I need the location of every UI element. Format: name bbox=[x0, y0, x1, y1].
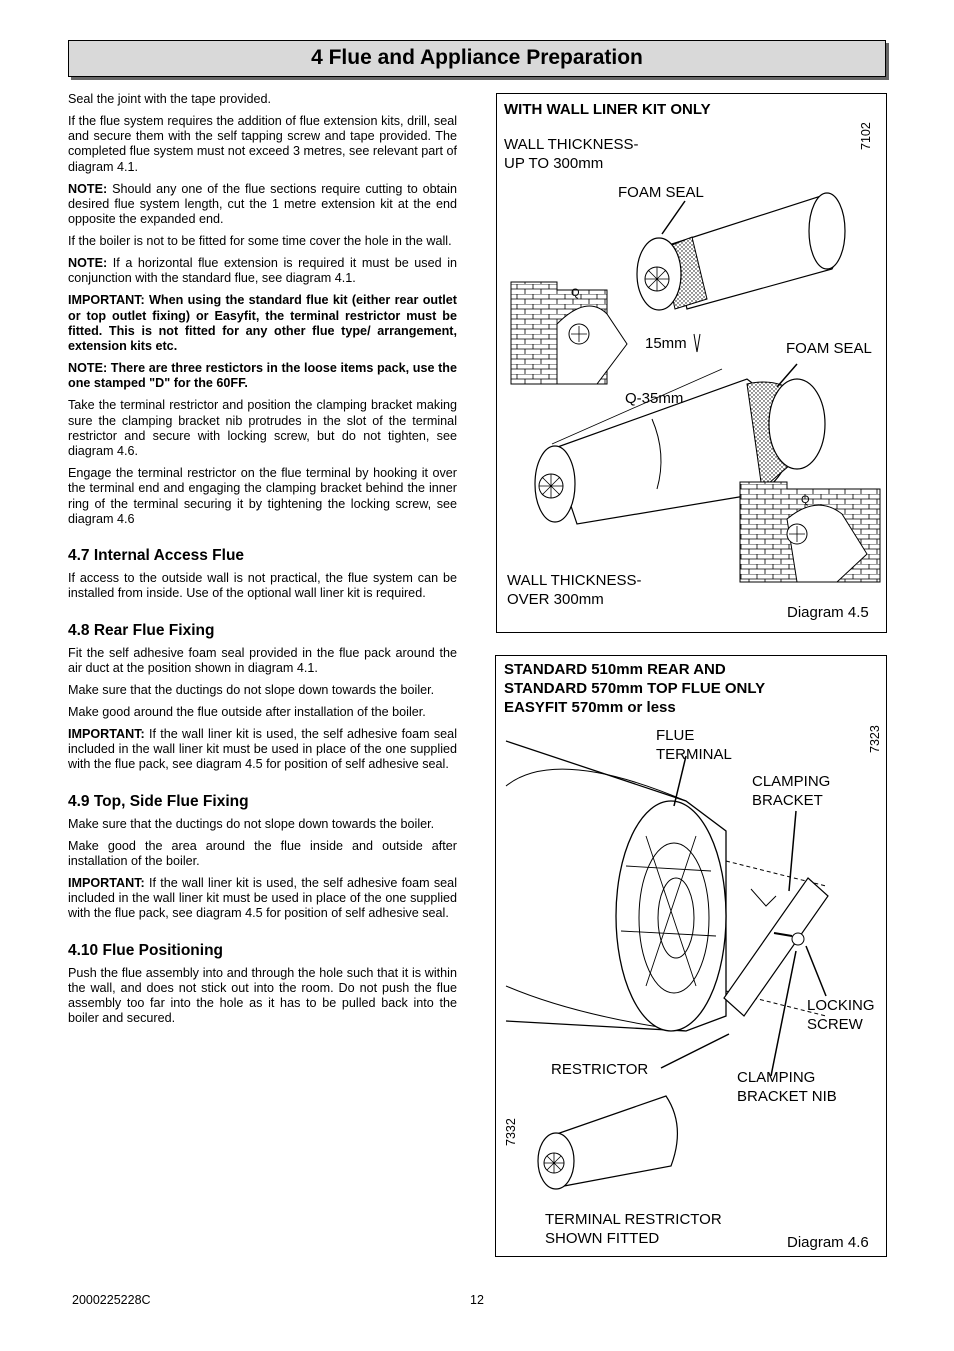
note-text: If a horizontal flue extension is required it must be used in conjunction with the standard flue, see diagram 4.1. bbox=[68, 256, 457, 286]
flue-terminal-label: FLUE bbox=[656, 727, 695, 744]
note-label: NOTE: bbox=[68, 181, 108, 196]
paragraph: Make good around the flue outside after installation of the boiler. bbox=[68, 704, 426, 719]
note-paragraph bbox=[68, 182, 457, 228]
section-heading-4-8: 4.8 Rear Flue Fixing bbox=[68, 621, 215, 639]
terminal-restrictor-label: SHOWN FITTED bbox=[545, 1230, 660, 1247]
paragraph: Make sure that the ductings do not slope down towards the boiler. bbox=[68, 816, 435, 831]
diagram-4-5 bbox=[496, 93, 887, 633]
terminal-restrictor-label: TERMINAL RESTRICTOR bbox=[545, 1211, 722, 1228]
dimension-q-35mm: Q-35mm bbox=[625, 390, 684, 407]
important-paragraph: IMPORTANT: When using the standard flue kit (either rear outlet or top outlet fixing) or Easyfit, the terminal restrictor must be fitted. This is not fitted for any other flue type/ arrangement, extension kits etc. bbox=[68, 293, 457, 354]
dimension-15mm: 15mm bbox=[645, 335, 687, 352]
important-text: If the wall liner kit is used, the self adhesive foam seal included in the wall liner kit must be used in place of the one supplied with the flue pack, see diagram 4.5 for position of self adhesive seal. bbox=[68, 726, 457, 772]
diagram-title-line-2: STANDARD 570mm TOP FLUE ONLY bbox=[504, 680, 766, 697]
diagram-title-line-3: EASYFIT 570mm or less bbox=[504, 699, 676, 716]
section-heading-4-9: 4.9 Top, Side Flue Fixing bbox=[68, 792, 249, 810]
reference-number: 7323 bbox=[868, 725, 882, 753]
important-label: IMPORTANT: bbox=[68, 726, 145, 741]
clamping-bracket-nib-label: BRACKET NIB bbox=[737, 1088, 837, 1105]
wall-thickness-label: WALL THICKNESS- bbox=[504, 136, 639, 153]
wall-thickness-value: OVER 300mm bbox=[507, 591, 604, 608]
reference-number: 7102 bbox=[859, 122, 873, 150]
foam-seal-label: FOAM SEAL bbox=[618, 184, 704, 201]
important-label: IMPORTANT: bbox=[68, 875, 145, 890]
wall-thickness-value: UP TO 300mm bbox=[504, 155, 604, 172]
note-text: Should any one of the flue sections require cutting to obtain desired flue system length, cut the 1 metre extension kit at the end opposite the expanded end. bbox=[68, 181, 457, 227]
note-label: NOTE: bbox=[68, 256, 108, 271]
q-marker: Q bbox=[801, 494, 810, 506]
flue-terminal-label: TERMINAL bbox=[656, 746, 732, 763]
paragraph: Engage the terminal restrictor on the flue terminal by hooking it over the terminal end and engaging the clamping bracket behind the inner ring of the terminal securing it by tightening the locking screw, see diagram 4.6 bbox=[68, 465, 457, 526]
paragraph: Fit the self adhesive foam seal provided in the flue pack around the air duct at the position shown in diagram 4.1. bbox=[68, 645, 457, 676]
diagram-title-line-1: STANDARD 510mm REAR AND bbox=[504, 661, 726, 678]
paragraph: Push the flue assembly into and through the hole such that it is within the wall, and does not stick out into the room. Do not push the flue assembly too far into the hole as it has to be pulled back into the boiler and secured. bbox=[68, 965, 457, 1026]
clamping-bracket-label: CLAMPING bbox=[752, 773, 831, 790]
text-column bbox=[68, 92, 457, 1033]
diagram-title: WITH WALL LINER KIT ONLY bbox=[504, 101, 711, 118]
diagram-4-6 bbox=[495, 655, 887, 1257]
paragraph: Make sure that the ductings do not slope down towards the boiler. bbox=[68, 682, 435, 697]
wall-liner-illustration bbox=[497, 94, 886, 632]
note-paragraph: NOTE: There are three restictors in the loose items pack, use the one stamped "D" for the 60FF. bbox=[68, 361, 457, 391]
locking-screw-label: LOCKING bbox=[807, 997, 875, 1014]
section-heading-4-10: 4.10 Flue Positioning bbox=[68, 941, 224, 959]
page-number: 12 bbox=[470, 1293, 484, 1307]
note-paragraph bbox=[68, 256, 457, 287]
clamping-bracket-nib-label: CLAMPING bbox=[737, 1069, 816, 1086]
restrictor-label: RESTRICTOR bbox=[551, 1061, 649, 1078]
diagram-caption: Diagram 4.5 bbox=[787, 604, 869, 621]
important-paragraph bbox=[68, 727, 457, 773]
locking-screw-label: SCREW bbox=[807, 1016, 863, 1033]
page-title: 4 Flue and Appliance Preparation bbox=[311, 46, 643, 69]
wall-thickness-label: WALL THICKNESS- bbox=[507, 572, 642, 589]
paragraph: If access to the outside wall is not practical, the flue system can be installed from inside. Use of the optional wall liner kit is required. bbox=[68, 571, 457, 601]
foam-seal-label: FOAM SEAL bbox=[786, 340, 872, 357]
section-heading-4-7: 4.7 Internal Access Flue bbox=[68, 547, 245, 565]
paragraph: If the boiler is not to be fitted for some time cover the hole in the wall. bbox=[68, 234, 452, 249]
paragraph: Make good the area around the flue inside and outside after installation of the boiler. bbox=[68, 838, 457, 868]
important-paragraph bbox=[68, 876, 457, 922]
section-header bbox=[68, 40, 886, 77]
paragraph: If the flue system requires the addition of flue extension kits, drill, seal and secure them with the self tapping screw and tape provided. The completed flue system must not exceed 3 metres, see relevant part of diagram 4.1. bbox=[68, 113, 457, 174]
reference-number: 7332 bbox=[504, 1118, 518, 1146]
diagram-caption: Diagram 4.6 bbox=[787, 1234, 869, 1251]
document-number: 2000225228C bbox=[72, 1293, 151, 1307]
paragraph: Seal the joint with the tape provided. bbox=[68, 92, 272, 106]
q-marker: Q bbox=[571, 287, 580, 299]
paragraph: Take the terminal restrictor and position the clamping bracket making sure the clamping bracket nib protrudes in the slot of the terminal restrictor and secure with locking screw, but do not tighten, see diagram 4.6. bbox=[68, 398, 457, 459]
clamping-bracket-label: BRACKET bbox=[752, 792, 823, 809]
important-text: If the wall liner kit is used, the self adhesive foam seal included in the wall liner kit must be used in place of the one supplied with the flue pack, see diagram 4.5 for position of self adhesive seal. bbox=[68, 875, 457, 921]
